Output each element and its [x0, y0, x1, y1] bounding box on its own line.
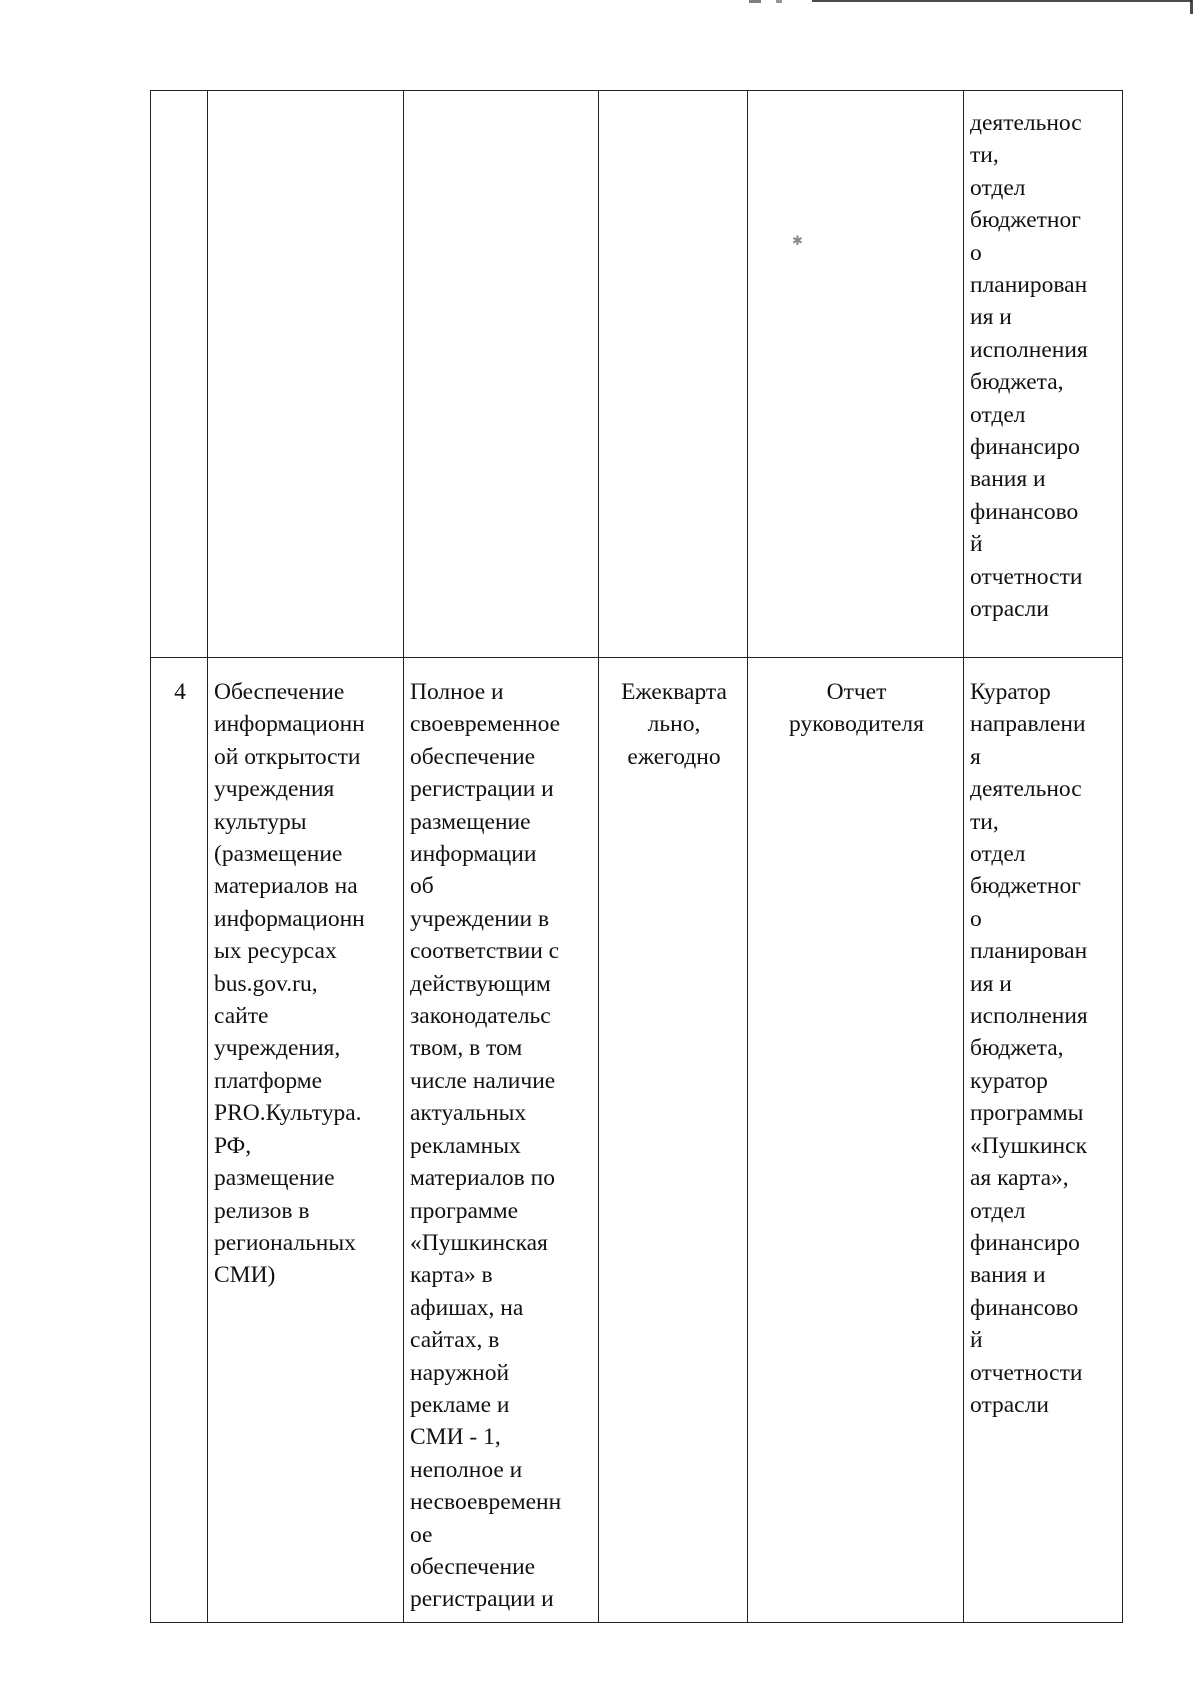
cell-text-line: льно, [647, 711, 701, 738]
cell-text-line: действующим [410, 970, 551, 997]
cell-number: 4 [151, 658, 208, 1623]
cell-report-form [748, 91, 964, 658]
table-row [151, 658, 1123, 1623]
cell-text-line: СМИ - 1, [410, 1424, 501, 1451]
cell-text-line: отрасли [970, 1391, 1049, 1418]
cell-text-line: ая карта», [970, 1165, 1069, 1192]
cell-text-line: карта» в [410, 1262, 493, 1289]
cell-text-line: руководителя [789, 711, 924, 738]
cell-text-line: соответствии с [410, 938, 560, 965]
cell-text-line: СМИ) [214, 1262, 276, 1289]
cell-text-line: Куратор [970, 679, 1051, 705]
plan-table [150, 90, 1123, 1623]
cell-text-line: неполное и [410, 1456, 523, 1483]
cell-criteria [404, 658, 599, 1623]
cell-text-line: направлени [970, 711, 1086, 738]
cell-measure-name [208, 658, 404, 1623]
cell-text-line: релизов в [214, 1197, 310, 1224]
cell-text-line: сайте [214, 1003, 269, 1030]
cell-text-line: культуры [214, 808, 307, 835]
cell-text-line: ой открытости [214, 743, 361, 770]
cell-text-line: финансово [970, 1294, 1079, 1321]
cell-text-line: твом, в том [410, 1035, 523, 1062]
cell-text-line: исполнения [970, 336, 1088, 363]
cell-text-line: информации [410, 841, 537, 868]
cell-text-line: об [410, 873, 434, 900]
cell-text-line: вания и [970, 1262, 1046, 1289]
cell-text-line: вания и [970, 466, 1046, 493]
cell-text-line: числе наличие [410, 1067, 556, 1094]
cell-text-line: куратор [970, 1067, 1048, 1094]
cell-text-line: регистрации и [410, 1586, 554, 1613]
cell-text-line: я [970, 743, 981, 770]
cell-responsible [964, 658, 1123, 1623]
cell-text-line: ия и [970, 970, 1012, 997]
cell-criteria [404, 91, 599, 658]
cell-text-line: bus.gov.ru, [214, 970, 318, 997]
cell-text-line: бюджетног [970, 873, 1081, 900]
cell-text-line: финансово [970, 498, 1079, 525]
cell-text-line: деятельнос [970, 110, 1082, 136]
cell-text-line: РФ, [214, 1132, 252, 1159]
cell-text-line: планирован [970, 272, 1088, 299]
cell-text-line: деятельнос [970, 776, 1082, 803]
cell-text-line: финансиро [970, 1229, 1080, 1256]
cell-text-line: отрасли [970, 596, 1049, 623]
cell-text-line: наружной [410, 1359, 510, 1386]
cell-text-line: размещение [214, 1165, 335, 1192]
cell-text-line: ых ресурсах [214, 938, 337, 965]
cell-text-line: (размещение [214, 841, 343, 868]
cell-report-form [748, 658, 964, 1623]
cell-text-line: отчетности [970, 563, 1083, 590]
cell-text-line: ти, [970, 142, 999, 169]
cell-text-line: сайтах, в [410, 1327, 500, 1354]
cell-text-line: финансиро [970, 434, 1080, 461]
cell-text-line: Ежекварта [621, 679, 727, 705]
cell-text-line: исполнения [970, 1003, 1088, 1030]
cell-text-line: отдел [970, 841, 1026, 868]
scan-artifact [812, 0, 1192, 2]
cell-text-line: размещение [410, 808, 531, 835]
cell-text-line: о [970, 239, 982, 266]
cell-text-line: планирован [970, 938, 1088, 965]
cell-text-line: обеспечение [410, 743, 536, 770]
cell-text-line: программе [410, 1197, 519, 1224]
cell-text-line: бюджетног [970, 207, 1081, 234]
cell-text-line: несвоевременн [410, 1489, 562, 1516]
cell-text-line: информационн [214, 905, 365, 932]
cell-text-line: отдел [970, 174, 1026, 201]
cell-text-line: ежегодно [627, 743, 721, 770]
cell-text-line: учреждения, [214, 1035, 341, 1062]
cell-text-line: афишах, на [410, 1294, 524, 1321]
cell-period [599, 658, 748, 1623]
cell-text-line: программы [970, 1100, 1084, 1127]
cell-measure-name [208, 91, 404, 658]
cell-text-line: региональных [214, 1229, 356, 1256]
cell-text-line: Обеспечение [214, 679, 345, 705]
cell-text-line: й [970, 531, 983, 558]
cell-text-line: бюджета, [970, 1035, 1064, 1062]
cell-text-line: бюджета, [970, 369, 1064, 396]
cell-text-line: рекламных [410, 1132, 521, 1159]
cell-text-line: своевременное [410, 711, 561, 738]
cell-text-line: «Пушкинская [410, 1229, 548, 1256]
cell-text-line: материалов на [214, 873, 358, 900]
cell-text-line: ия и [970, 304, 1012, 331]
cell-text-line: учреждении в [410, 905, 550, 932]
scan-speck: ✱ [792, 233, 803, 248]
cell-text-line: Полное и [410, 679, 504, 705]
cell-text-line: рекламе и [410, 1391, 510, 1418]
cell-text-line: Отчет [826, 679, 887, 705]
scan-artifact [776, 0, 782, 3]
cell-period [599, 91, 748, 658]
cell-text-line: регистрации и [410, 776, 554, 803]
cell-text-line: обеспечение [410, 1553, 536, 1580]
cell-text-line: отдел [970, 401, 1026, 428]
cell-text-line: «Пушкинск [970, 1132, 1087, 1159]
scan-artifact [749, 0, 761, 3]
cell-text-line: законодательс [410, 1003, 551, 1030]
cell-responsible [964, 91, 1123, 658]
cell-text-line: отдел [970, 1197, 1026, 1224]
cell-text-line: материалов по [410, 1165, 555, 1192]
table-row [151, 91, 1123, 658]
cell-text-line: учреждения [214, 776, 335, 803]
cell-text-line: о [970, 905, 982, 932]
cell-number [151, 91, 208, 658]
cell-text-line: ти, [970, 808, 999, 835]
cell-text-line: отчетности [970, 1359, 1083, 1386]
cell-text-line: актуальных [410, 1100, 527, 1127]
cell-text-line: информационн [214, 711, 365, 738]
cell-text-line: й [970, 1327, 983, 1354]
cell-text-line: ое [410, 1521, 433, 1548]
scan-artifact [1190, 0, 1193, 14]
cell-text-line: PRO.Культура. [214, 1100, 362, 1127]
cell-text-line: платформе [214, 1067, 323, 1094]
